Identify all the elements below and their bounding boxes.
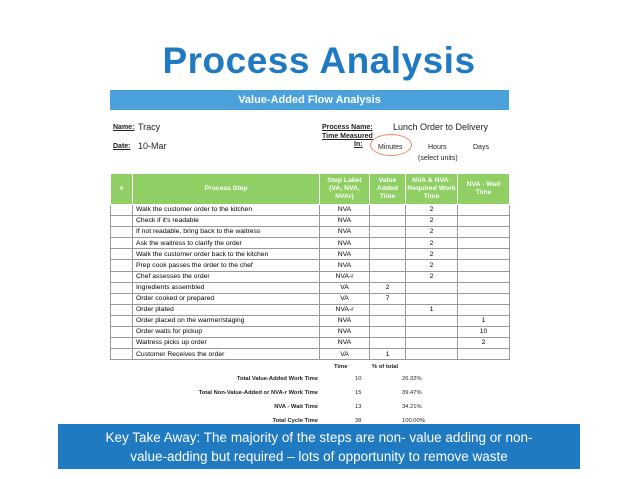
- row-nva-work-time: 2: [406, 271, 458, 282]
- row-nva-work-time: [406, 327, 458, 338]
- row-step-label: NVA: [320, 315, 370, 326]
- row-step-label: NVA-r: [320, 304, 370, 315]
- name-label: Name:: [113, 124, 135, 131]
- row-step-label: VA: [320, 293, 370, 304]
- slide-title: Process Analysis: [162, 40, 476, 81]
- time-measured-in-label: In:: [354, 141, 363, 148]
- row-number: [111, 349, 133, 360]
- row-value-added-time: [370, 271, 406, 282]
- table-row: [111, 238, 510, 249]
- row-nva-work-time: 2: [406, 238, 458, 249]
- summary-percent: 100.00%: [402, 418, 425, 425]
- table-row: [111, 304, 510, 315]
- row-number: [111, 216, 133, 227]
- row-step: Order cooked or prepared: [133, 293, 320, 304]
- row-number: [111, 315, 133, 326]
- row-wait-time: 1: [458, 315, 510, 326]
- row-nva-work-time: [406, 293, 458, 304]
- row-wait-time: [458, 216, 510, 227]
- row-step-label: NVA-r: [320, 271, 370, 282]
- key-takeaway-line-2: value-adding but required – lots of opportunity to remove waste: [130, 449, 508, 464]
- summary-pct-header: % of total: [372, 364, 399, 371]
- row-step-label: VA: [320, 349, 370, 360]
- row-number: [111, 205, 133, 216]
- row-wait-time: [458, 260, 510, 271]
- row-number: [111, 304, 133, 315]
- row-wait-time: [458, 227, 510, 238]
- row-step-label: NVA: [320, 249, 370, 260]
- row-number: [111, 293, 133, 304]
- row-wait-time: [458, 205, 510, 216]
- row-value-added-time: [370, 216, 406, 227]
- row-value-added-time: [370, 249, 406, 260]
- summary-time-header: Time: [334, 364, 348, 371]
- row-number: [111, 238, 133, 249]
- row-value-added-time: 7: [370, 293, 406, 304]
- sheet-banner: Value-Added Flow Analysis: [110, 90, 509, 110]
- unit-hours: Hours: [428, 144, 447, 151]
- row-step: Customer Receives the order: [133, 349, 320, 360]
- summary-label: Total Value-Added Work Time: [236, 376, 318, 383]
- row-value-added-time: 1: [370, 349, 406, 360]
- row-nva-work-time: 2: [406, 260, 458, 271]
- row-step-label: NVA: [320, 205, 370, 216]
- row-value-added-time: [370, 260, 406, 271]
- row-step: Walk the customer order back to the kitchen: [133, 249, 320, 260]
- table-row: [111, 227, 510, 238]
- process-name-value: Lunch Order to Delivery: [393, 122, 489, 132]
- row-nva-work-time: 2: [406, 205, 458, 216]
- summary-label: NVA - Wait Time: [274, 404, 318, 411]
- summary-percent: 34.21%: [402, 404, 422, 411]
- row-wait-time: [458, 304, 510, 315]
- key-takeaway-line-1: Key Take Away: The majority of the steps are non- value adding or non-: [105, 430, 533, 445]
- row-step: If not readable, bring back to the waitress: [133, 227, 320, 238]
- unit-minutes: Minutes: [378, 144, 403, 151]
- table-row: [111, 282, 510, 293]
- row-nva-work-time: 2: [406, 216, 458, 227]
- header-nva-work-time: NVA & NVA-Required Work Time: [406, 174, 458, 205]
- date-label: Date:: [113, 143, 131, 150]
- row-value-added-time: [370, 327, 406, 338]
- row-wait-time: 10: [458, 327, 510, 338]
- key-takeaway-callout: [58, 424, 580, 469]
- row-nva-work-time: 2: [406, 249, 458, 260]
- row-value-added-time: [370, 238, 406, 249]
- table-row: [111, 216, 510, 227]
- table-row: [111, 293, 510, 304]
- row-step: Order plated: [133, 304, 320, 315]
- row-step: Waitress picks up order: [133, 338, 320, 349]
- row-wait-time: [458, 349, 510, 360]
- row-step-label: NVA: [320, 227, 370, 238]
- row-step-label: VA: [320, 282, 370, 293]
- table-row: [111, 260, 510, 271]
- summary-label: Total Cycle Time: [272, 418, 318, 425]
- row-nva-work-time: [406, 338, 458, 349]
- row-step: Ask the waitress to clarify the order: [133, 238, 320, 249]
- table-row: [111, 327, 510, 338]
- row-nva-work-time: [406, 315, 458, 326]
- row-number: [111, 227, 133, 238]
- summary-block: [110, 360, 509, 432]
- summary-label: Total Non-Value-Added or NVA-r Work Time: [198, 390, 318, 397]
- table-row: [111, 338, 510, 349]
- name-value: Tracy: [138, 122, 161, 132]
- summary-percent: 39.47%: [402, 390, 422, 397]
- row-wait-time: [458, 238, 510, 249]
- date-value: 10-Mar: [138, 141, 167, 151]
- row-step-label: NVA: [320, 238, 370, 249]
- row-number: [111, 282, 133, 293]
- row-value-added-time: [370, 315, 406, 326]
- row-number: [111, 260, 133, 271]
- row-step: Walk the customer order to the kitchen: [133, 205, 320, 216]
- header-number: #: [111, 174, 133, 205]
- summary-time: 15: [355, 390, 362, 397]
- select-units-hint: (select units): [418, 155, 458, 162]
- row-value-added-time: [370, 205, 406, 216]
- table-header-row: [111, 174, 510, 205]
- time-measured-label: Time Measured: [322, 133, 373, 140]
- row-nva-work-time: 1: [406, 304, 458, 315]
- summary-time: 10: [355, 376, 362, 383]
- row-nva-work-time: 2: [406, 227, 458, 238]
- minutes-highlight-circle: [370, 134, 412, 156]
- summary-percent: 26.32%: [402, 376, 422, 383]
- header-step-label: Step Label (VA, NVA, NVAr): [320, 174, 370, 205]
- row-number: [111, 271, 133, 282]
- table-row: [111, 271, 510, 282]
- header-process-step: Process Step: [133, 174, 320, 205]
- value-added-flow-sheet: [110, 90, 509, 432]
- row-step-label: NVA: [320, 260, 370, 271]
- row-value-added-time: [370, 304, 406, 315]
- row-step: Order placed on the warmer/staging: [133, 315, 320, 326]
- row-wait-time: [458, 282, 510, 293]
- row-number: [111, 338, 133, 349]
- row-step: Ingredients assembled: [133, 282, 320, 293]
- row-wait-time: [458, 249, 510, 260]
- table-row: [111, 249, 510, 260]
- process-name-label: Process Name:: [322, 124, 373, 131]
- row-value-added-time: [370, 338, 406, 349]
- row-wait-time: [458, 271, 510, 282]
- row-step-label: NVA: [320, 327, 370, 338]
- row-step-label: NVA: [320, 338, 370, 349]
- row-step-label: NVA: [320, 216, 370, 227]
- header-wait-time: NVA - Wait Time: [458, 174, 510, 205]
- unit-days: Days: [473, 144, 489, 151]
- summary-time: 13: [355, 404, 362, 411]
- summary-time: 38: [355, 418, 362, 425]
- row-wait-time: [458, 293, 510, 304]
- sheet-meta: [110, 110, 509, 173]
- row-step: Order waits for pickup: [133, 327, 320, 338]
- process-steps-table: [110, 173, 510, 360]
- row-value-added-time: 2: [370, 282, 406, 293]
- table-row: [111, 315, 510, 326]
- table-row: [111, 349, 510, 360]
- row-wait-time: 2: [458, 338, 510, 349]
- table-row: [111, 205, 510, 216]
- row-step: Chef assesses the order: [133, 271, 320, 282]
- row-value-added-time: [370, 227, 406, 238]
- row-nva-work-time: [406, 349, 458, 360]
- row-nva-work-time: [406, 282, 458, 293]
- header-value-added-time: Value Added Time: [370, 174, 406, 205]
- row-step: Prep cook passes the order to the chef: [133, 260, 320, 271]
- row-number: [111, 327, 133, 338]
- row-number: [111, 249, 133, 260]
- row-step: Check if it's readable: [133, 216, 320, 227]
